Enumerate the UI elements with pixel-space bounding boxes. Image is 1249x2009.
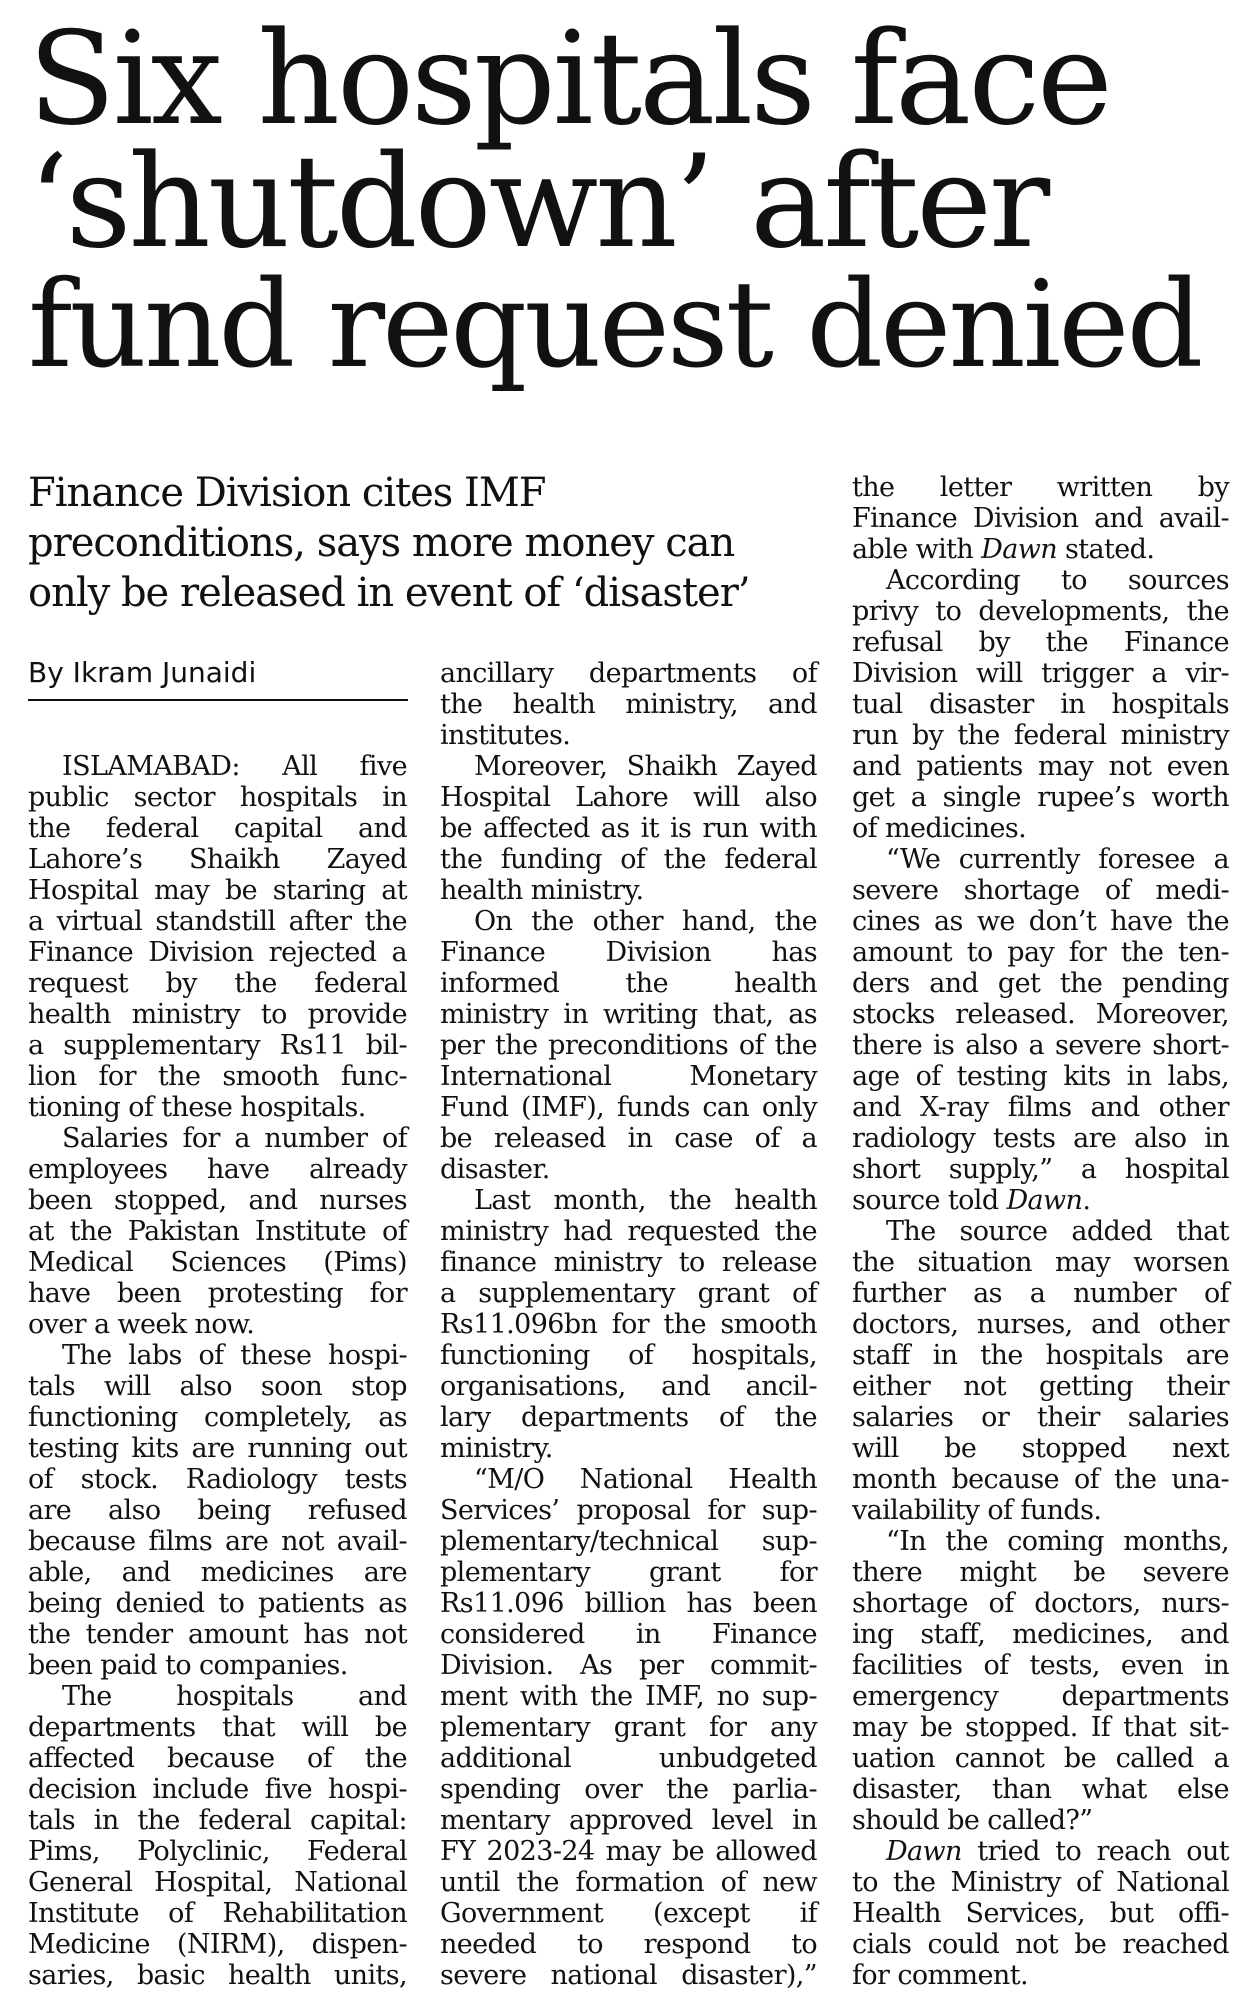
article-line: departments that will be — [28, 1712, 407, 1743]
article-line: Dawn tried to reach out — [886, 1836, 1229, 1867]
article-line: a supplementary Rs11 bil- — [28, 1030, 407, 1061]
article-line: organisations, and ancil- — [440, 1371, 817, 1402]
article-line: Finance Division rejected a — [28, 937, 407, 968]
article-line: refusal by the Finance — [852, 627, 1229, 658]
article-line: the letter written by — [852, 472, 1229, 503]
article-line: to the Ministry of National — [852, 1867, 1229, 1898]
article-line: Hospital Lahore will also — [440, 782, 817, 813]
article-line: Finance Division and avail- — [852, 503, 1229, 534]
article-line: “We currently foresee a — [886, 844, 1229, 875]
article-line: uation cannot be called a — [852, 1743, 1229, 1774]
article-line: finance ministry to release — [440, 1247, 817, 1278]
article-line: functioning of hospitals, — [440, 1340, 817, 1371]
article-line: being denied to patients as — [28, 1588, 407, 1619]
article-line: needed to respond to — [440, 1929, 817, 1960]
article-line: tual disaster in hospitals — [852, 689, 1229, 720]
article-line: The labs of these hospi- — [62, 1340, 407, 1371]
article-line: FY 2023-24 may be allowed — [440, 1836, 817, 1867]
article-line: short supply,” a hospital — [852, 1154, 1229, 1185]
article-line: vailability of funds. — [852, 1495, 1102, 1526]
article-line: Salaries for a number of — [62, 1123, 407, 1154]
article-line: may be stopped. If that sit- — [852, 1712, 1229, 1743]
article-line: public sector hospitals in — [28, 782, 407, 813]
headline — [28, 5, 1228, 395]
article-line: age of testing kits in labs, — [852, 1061, 1229, 1092]
article-line: lion for the smooth func- — [28, 1061, 407, 1092]
article-line: because films are not avail- — [28, 1526, 407, 1557]
article-line: Government (except if — [440, 1898, 817, 1929]
article-line: functioning completely, as — [28, 1402, 407, 1433]
article-line: ing staff, medicines, and — [852, 1619, 1229, 1650]
article-line: per the preconditions of the — [440, 1030, 817, 1061]
article-line: able with Dawn stated. — [852, 534, 1155, 565]
headline-line: ‘shutdown’ after — [28, 128, 1048, 277]
article-line: cines as we don’t have the — [852, 906, 1229, 937]
article-line: have been protesting for — [28, 1278, 407, 1309]
article-line: ders and get the pending — [852, 968, 1229, 999]
article-line: able, and medicines are — [28, 1557, 407, 1588]
article-line: should be called?” — [852, 1805, 1093, 1836]
article-line: spending over the parlia- — [440, 1774, 817, 1805]
article-line: been paid to companies. — [28, 1650, 348, 1681]
article-line: Finance Division has — [440, 937, 817, 968]
subheadline-line: only be released in event of ‘disaster’ — [28, 570, 750, 616]
article-line: ministry in writing that, as — [440, 999, 817, 1030]
article-line: there might be severe — [852, 1557, 1229, 1588]
article-line: health ministry. — [440, 875, 644, 906]
article-line: International Monetary — [440, 1061, 817, 1092]
article-line: a virtual standstill after the — [28, 906, 407, 937]
publication-name: Dawn — [981, 534, 1058, 565]
article-line: ancillary departments of — [440, 658, 817, 689]
article-line: Division. As per commit- — [440, 1650, 817, 1681]
article-line: Rs11.096bn for the smooth — [440, 1309, 817, 1340]
article-line: be affected as it is run with — [440, 813, 817, 844]
article-line: ministry. — [440, 1433, 553, 1464]
article-line: employees have already — [28, 1154, 407, 1185]
article-line: cials could not be reached — [852, 1929, 1229, 1960]
article-line: plementary/technical sup- — [440, 1526, 817, 1557]
headline-line: fund request denied — [28, 255, 1201, 395]
article-line: Division will trigger a vir- — [852, 658, 1229, 689]
article-line: lary departments of the — [440, 1402, 817, 1433]
subheadline — [28, 468, 818, 618]
article-line: shortage of doctors, nurs- — [852, 1588, 1229, 1619]
article-line: privy to developments, the — [852, 596, 1229, 627]
article-line: amount to pay for the ten- — [852, 937, 1229, 968]
article-column-3 — [852, 472, 1229, 1991]
article-line: ment with the IMF, no sup- — [440, 1681, 817, 1712]
article-line: The source added that — [886, 1216, 1229, 1247]
article-line: the tender amount has not — [28, 1619, 407, 1650]
article-line: considered in Finance — [440, 1619, 817, 1650]
article-line: doctors, nurses, and other — [852, 1309, 1229, 1340]
article-line: Pims, Polyclinic, Federal — [28, 1836, 407, 1867]
article-line: request by the federal — [28, 968, 407, 999]
article-line: the health ministry, and — [440, 689, 817, 720]
article-line: and X-ray films and other — [852, 1092, 1229, 1123]
article-line: radiology tests are also in — [852, 1123, 1229, 1154]
article-line: tals will also soon stop — [28, 1371, 407, 1402]
article-line: salaries or their salaries — [852, 1402, 1229, 1433]
article-line: Medical Sciences (Pims) — [28, 1247, 407, 1278]
article-line: saries, basic health units, — [28, 1960, 407, 1991]
article-line: General Hospital, National — [28, 1867, 407, 1898]
byline: By Ikram Junaidi — [28, 653, 408, 701]
article-line: Services’ proposal for sup- — [440, 1495, 817, 1526]
article-line: The hospitals and — [62, 1681, 407, 1712]
article-line: mentary approved level in — [440, 1805, 817, 1836]
article-line: “M/O National Health — [474, 1464, 817, 1495]
article-line: a supplementary grant of — [440, 1278, 817, 1309]
article-line: ISLAMABAD: All five — [62, 751, 407, 782]
article-line: severe national disaster),” — [440, 1960, 817, 1991]
article-line: testing kits are running out — [28, 1433, 407, 1464]
article-line: According to sources — [886, 565, 1229, 596]
article-line: Institute of Rehabilitation — [28, 1898, 407, 1929]
headline-line: Six hospitals face — [28, 5, 1110, 154]
article-line: On the other hand, the — [474, 906, 817, 937]
article-line: health ministry to provide — [28, 999, 407, 1030]
article-line: either not getting their — [852, 1371, 1229, 1402]
article-line: are also being refused — [28, 1495, 407, 1526]
article-line: and patients may not even — [852, 751, 1229, 782]
article-line: additional unbudgeted — [440, 1743, 817, 1774]
article-line: run by the federal ministry — [852, 720, 1229, 751]
publication-name: Dawn — [886, 1836, 962, 1867]
article-line: institutes. — [440, 720, 571, 751]
article-line: Rs11.096 billion has been — [440, 1588, 817, 1619]
article-line: tioning of these hospitals. — [28, 1092, 366, 1123]
article-line: decision include five hospi- — [28, 1774, 407, 1805]
article-line: Health Services, but offi- — [852, 1898, 1229, 1929]
article-line: Hospital may be staring at — [28, 875, 407, 906]
article-line: of stock. Radiology tests — [28, 1464, 407, 1495]
article-line: facilities of tests, even in — [852, 1650, 1229, 1681]
subheadline-line: preconditions, says more money can — [28, 520, 735, 566]
article-line: there is also a severe short- — [852, 1030, 1229, 1061]
article-line: until the formation of new — [440, 1867, 817, 1898]
article-line: disaster. — [440, 1154, 550, 1185]
article-line: ministry had requested the — [440, 1216, 817, 1247]
article-line: of medicines. — [852, 813, 1027, 844]
article-line: severe shortage of medi- — [852, 875, 1229, 906]
article-line: affected because of the — [28, 1743, 407, 1774]
article-line: Medicine (NIRM), dispen- — [28, 1929, 407, 1960]
article-column-1 — [28, 751, 407, 1991]
article-line: get a single rupee’s worth — [852, 782, 1229, 813]
article-column-2 — [440, 658, 817, 1991]
article-line: source told Dawn. — [852, 1185, 1091, 1216]
article-line: for comment. — [852, 1960, 1028, 1991]
subheadline-line: Finance Division cites IMF — [28, 470, 546, 516]
article-line: the funding of the federal — [440, 844, 817, 875]
article-line: Lahore’s Shaikh Zayed — [28, 844, 407, 875]
article-line: be released in case of a — [440, 1123, 817, 1154]
article-line: over a week now. — [28, 1309, 255, 1340]
article-line: disaster, than what else — [852, 1774, 1229, 1805]
article-line: plementary grant for — [440, 1557, 817, 1588]
article-line: will be stopped next — [852, 1433, 1229, 1464]
article-line: month because of the una- — [852, 1464, 1229, 1495]
article-line: stocks released. Moreover, — [852, 999, 1229, 1030]
article-line: Moreover, Shaikh Zayed — [474, 751, 817, 782]
article-line: the federal capital and — [28, 813, 407, 844]
article-line: plementary grant for any — [440, 1712, 817, 1743]
article-line: further as a number of — [852, 1278, 1229, 1309]
article-line: at the Pakistan Institute of — [28, 1216, 407, 1247]
article-line: been stopped, and nurses — [28, 1185, 407, 1216]
publication-name: Dawn — [1006, 1185, 1083, 1216]
article-line: “In the coming months, — [886, 1526, 1229, 1557]
article-line: Fund (IMF), funds can only — [440, 1092, 817, 1123]
article-line: staff in the hospitals are — [852, 1340, 1229, 1371]
article-line: the situation may worsen — [852, 1247, 1229, 1278]
article-line: informed the health — [440, 968, 817, 999]
article-line: emergency departments — [852, 1681, 1229, 1712]
article-line: tals in the federal capital: — [28, 1805, 407, 1836]
article-line: Last month, the health — [474, 1185, 817, 1216]
